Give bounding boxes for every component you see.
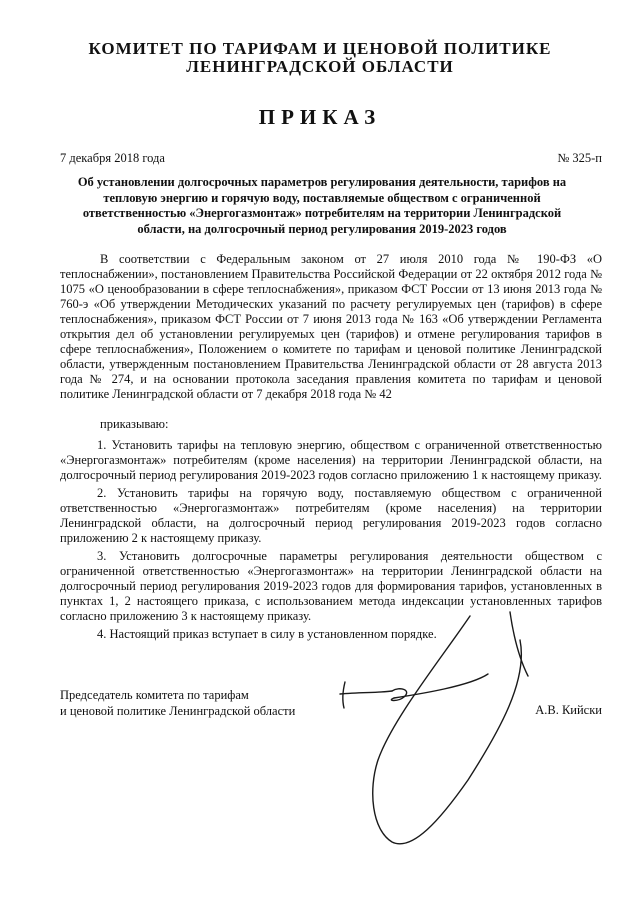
- decree-word: приказываю:: [100, 417, 169, 431]
- committee-header: [60, 40, 580, 76]
- signatory-name: А.В. Кийски: [535, 703, 602, 717]
- preamble-block: [60, 252, 602, 402]
- signatory-position-line2: и ценовой политике Ленинградской области: [60, 704, 296, 718]
- order-item-3: 3. Установить долгосрочные параметры регулирования деятельности обществом с ограниченной ответственностью «Энергогазмонтаж» на территории Ленинградской области на долгосрочный период регулирования 2019-2023 годов для формирования тарифов, установленных в пунктах 1, 2 настоящего приказа, с использованием метода индексации установленных тарифов согласно приложению 3 к настоящему приказу.: [60, 549, 602, 623]
- order-item-4: 4. Настоящий приказ вступает в силу в установленном порядке.: [97, 627, 437, 641]
- committee-name-line1: КОМИТЕТ ПО ТАРИФАМ И ЦЕНОВОЙ ПОЛИТИКЕ: [88, 39, 552, 58]
- order-item-2: 2. Установить тарифы на горячую воду, поставляемую обществом с ограниченной ответственностью «Энергогазмонтаж» потребителям (кроме населения) на территории Ленинградской области, на долгосрочный период регулирования 2019-2023 годов согласно приложению 2 к настоящему приказу.: [60, 486, 602, 545]
- document-title: ПРИКАЗ: [258, 105, 382, 129]
- signatory-position: [60, 687, 295, 719]
- document-number: № 325-п: [557, 151, 602, 165]
- order-item-1: 1. Установить тарифы на тепловую энергию, обществом с ограниченной ответственностью «Энергогазмонтаж» потребителям (кроме населения) на территории Ленинградской области, на долгосрочный период регулирования 2019-2023 годов согласно приложению 1 к настоящему приказу.: [60, 438, 602, 482]
- document-subject: Об установлении долгосрочных параметров регулирования деятельности, тарифов на тепловую энергию и горячую воду, поставляемые обществом с ограниченной ответственностью «Энергогазмонтаж» потребителям на территории Ленинградской области, на долгосрочный период регулирования 2019-2023 годов: [77, 175, 567, 236]
- signatory-position-line1: Председатель комитета по тарифам: [60, 688, 249, 702]
- committee-name-line2: ЛЕНИНГРАДСКОЙ ОБЛАСТИ: [186, 57, 454, 76]
- document-date: 7 декабря 2018 года: [60, 151, 165, 165]
- preamble-paragraph: В соответствии с Федеральным законом от 27 июля 2010 года № 190-ФЗ «О теплоснабжении», постановлением Правительства Российской Федерации от 22 октября 2012 года № 1075 «О ценообразовании в сфере теплоснабжения», приказом ФСТ России от 13 июня 2013 года № 760-э «Об утверждении Методических указаний по расчету регулируемых цен (тарифов) в сфере теплоснабжения», приказом ФСТ России от 7 июня 2013 года № 163 «Об утверждении Регламента открытия дел об установлении регулируемых цен (тарифов) и отмене регулирования тарифов в сфере теплоснабжения», Положением о комитете по тарифам и ценовой политике Ленинградской области, утвержденным постановлением Правительства Ленинградской области от 28 августа 2013 года № 274, и на основании протокола заседания правления комитета по тарифам и ценовой политике Ленинградской области от 7 декабря 2018 года № 42: [60, 252, 602, 401]
- order-items: [60, 438, 602, 645]
